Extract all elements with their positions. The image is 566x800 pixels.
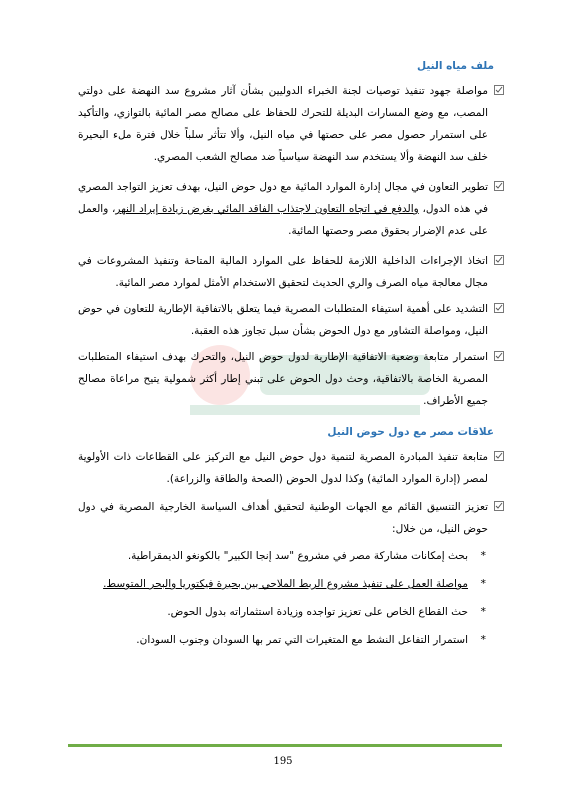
- page-number: 195: [273, 756, 293, 767]
- section-heading-nile-water: ملف مياه النيل: [416, 60, 494, 72]
- checkbox-bullet-icon: [494, 85, 504, 95]
- list-item: [78, 250, 488, 294]
- item-text: التشديد على أهمية استيفاء المتطلبات المصرية فيما يتعلق بالاتفاقية الإطارية للتعاون في حوض النيل، ومواصلة التشاور مع دول الحوض بشأن سبل تجاوز هذه العقبة.: [78, 303, 488, 337]
- checkbox-bullet-icon: [494, 351, 504, 361]
- item-text: تعزيز التنسيق القائم مع الجهات الوطنية لتحقيق أهداف السياسة الخارجية المصرية في دول حوض النيل، من خلال:: [78, 501, 488, 535]
- checkbox-bullet-icon: [494, 303, 504, 313]
- sub-item-text-underlined: مواصلة العمل على تنفيذ مشروع الربط الملاحي بين بحيرة فيكتوريا والبحر المتوسط.: [103, 578, 468, 590]
- item-text: استمرار متابعة وضعية الاتفاقية الإطارية لدول حوض النيل، والتحرك بهدف استيفاء المتطلبات المصرية الخاصة بالاتفاقية، وحث دول الحوض على تبني إطار أكثر شمولية يتيح مراعاة مصالح جميع الأطراف.: [78, 351, 488, 407]
- list-item: [78, 346, 488, 412]
- asterisk-bullet: *: [480, 549, 486, 562]
- asterisk-bullet: *: [480, 633, 486, 646]
- item-text: تطوير التعاون في مجال إدارة الموارد المائية مع دول حوض النيل، بهدف تعزيز التواجد المصري في هذه الدول،: [78, 181, 488, 215]
- list-item: [78, 176, 488, 242]
- checkbox-bullet-icon: [494, 181, 504, 191]
- list-item: [78, 496, 488, 540]
- checkbox-bullet-icon: [494, 451, 504, 461]
- sub-item-text: بحث إمكانات مشاركة مصر في مشروع "سد إنجا الكبير" بالكونغو الديمقراطية.: [127, 550, 468, 562]
- section-heading-nile-basin-relations: علاقات مصر مع دول حوض النيل: [327, 426, 494, 438]
- item-text: اتخاذ الإجراءات الداخلية اللازمة للحفاظ على الموارد المالية المتاحة وتنفيذ المشروعات في مجال معالجة مياه الصرف والري الحديث لتحقيق الاستخدام الأمثل لموارد مصر المائية.: [78, 255, 488, 289]
- footer-divider: [68, 744, 502, 747]
- sub-list-item: [88, 548, 486, 564]
- checkbox-bullet-icon: [494, 255, 504, 265]
- item-text: مواصلة جهود تنفيذ توصيات لجنة الخبراء الدوليين بشأن آثار مشروع سد النهضة على دولتي المصب، مع وضع المسارات البديلة للتحرك للحفاظ على مصالح مصر المائية بالتوازي، والتأكيد على استمرار حصول مصر على حصتها في مياه النيل، وألا تتأثر سلباً خلال فترة ملء البحيرة خلف سد النهضة وألا يستخدم سد النهضة سياسياً ضد مصالح الشعب المصري.: [78, 85, 488, 163]
- checkbox-bullet-icon: [494, 501, 504, 511]
- sub-item-text: حث القطاع الخاص على تعزيز تواجده وزيادة استثماراته بدول الحوض.: [167, 606, 468, 618]
- sub-list-item: [88, 576, 486, 592]
- item-text: ، والعمل على عدم الإضرار بحقوق مصر وحصتها المائية.: [78, 203, 488, 237]
- sub-list-item: [88, 632, 486, 648]
- asterisk-bullet: *: [480, 605, 486, 618]
- list-item: [78, 80, 488, 168]
- item-text-underlined: والدفع في اتجاه التعاون لاجتذاب الفاقد المائي بغرض زيادة إيراد النهر: [115, 203, 419, 215]
- sub-item-text: استمرار التفاعل النشط مع المتغيرات التي تمر بها السودان وجنوب السودان.: [136, 634, 468, 646]
- sub-list-item: [88, 604, 486, 620]
- item-text: متابعة تنفيذ المبادرة المصرية لتنمية دول حوض النيل مع التركيز على القطاعات ذات الأولوية لمصر (إدارة الموارد المائية) وكذا لدول الحوض (الصحة والطاقة والزراعة).: [78, 451, 488, 485]
- list-item: [78, 446, 488, 490]
- asterisk-bullet: *: [480, 577, 486, 590]
- list-item: [78, 298, 488, 342]
